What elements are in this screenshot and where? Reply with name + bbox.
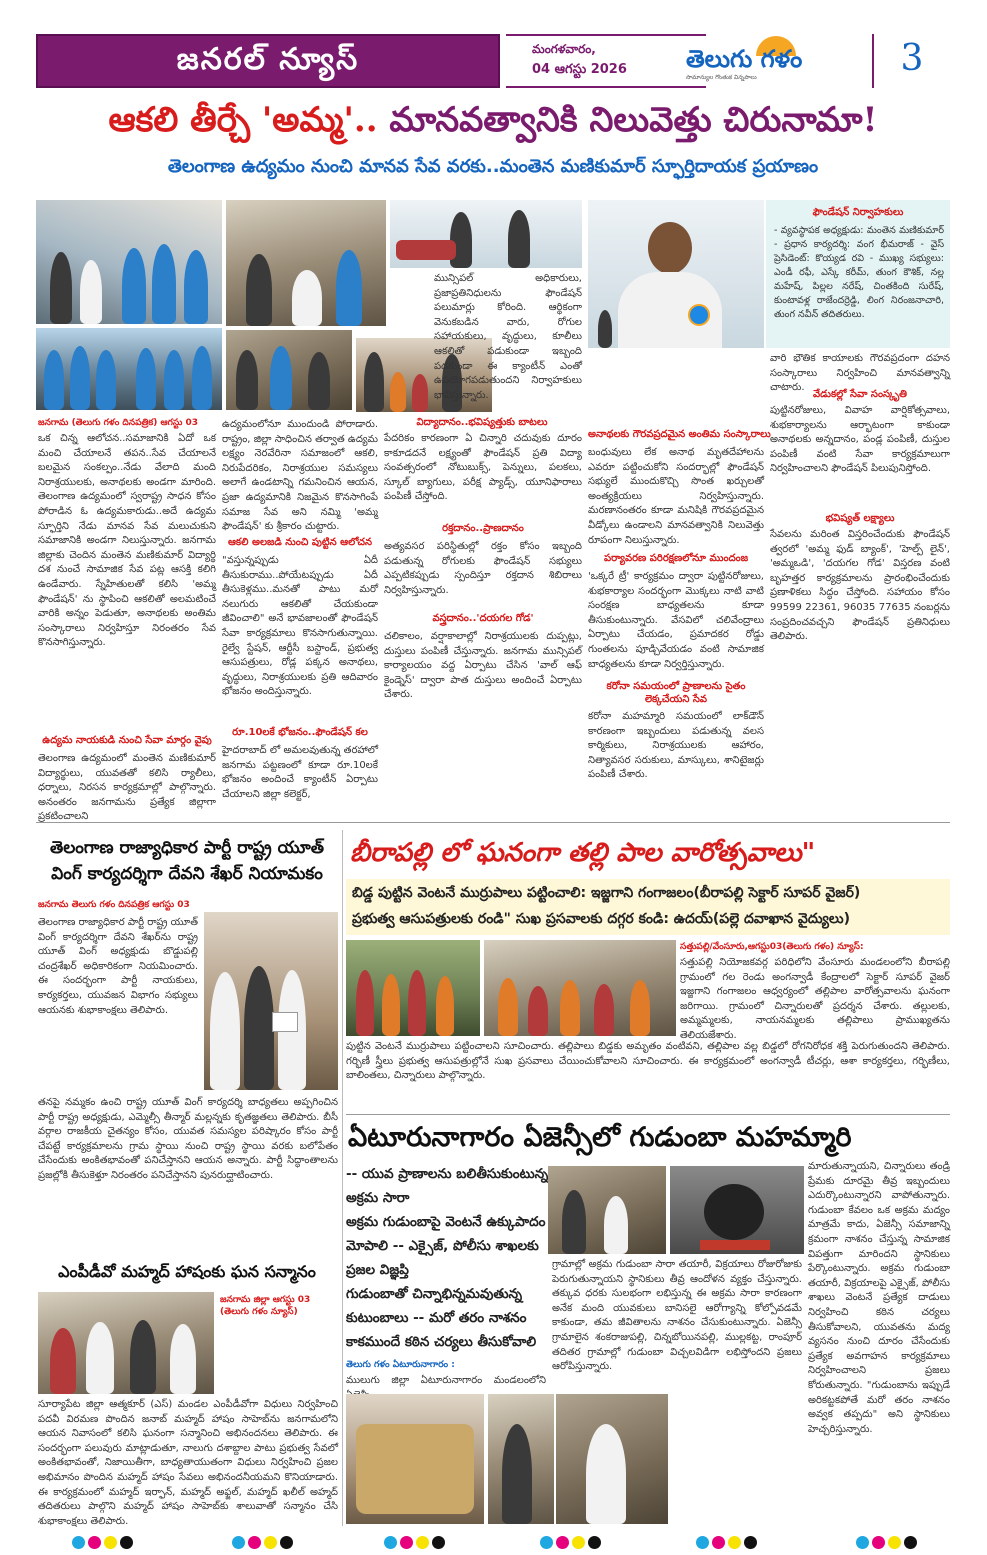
badge-icon	[688, 304, 710, 326]
story5-body-a: గ్రామాల్లో అక్రమ గుడుంబా సారా తయారీ, విక్రయాలు రోజురోజుకు పెరుగుతున్నాయని స్థానికులు తీవ్ర ఆందోళన వ్యక్తం చేస్తున్నారు. తక్కువ ధరకు సులభంగా లభిస్తున్న ఈ అక్రమ సారా కారణంగా అనేక మంది యువకులు బానిసలై ఆరోగ్యాన్ని కోల్పోవడమే కాకుండా, తమ జీవితాలను నాశనం చేసుకుంటున్నారు. ఏజెన్సీ గ్రామాలైన శంకరాజుపల్లి, చిన్నబోయినపల్లి, ముల్లకట్ట, రాంపూర్ తదితర గ్రామాల్లో గుడుంబా విచ్చలవిడిగా లభిస్తోందని ప్రజలు ఆరోపిస్తున్నారు.	[552, 1259, 802, 1373]
section-divider	[346, 1114, 950, 1115]
story5-kicker-6: గుడుంబాతో చిన్నాభిన్నమవుతున్న	[346, 1286, 523, 1302]
lead-column-3b: పేదరికం కారణంగా ఏ చిన్నారి చదువుకు దూరం కాకూడదనే లక్ష్యంతో ఫౌండేషన్ ప్రతి విద్యా సంవత్సరంలో నోటుబుక్స్, పెన్నులు, పలకలు, స్కూల్ బ్యాగులు, పరీక్ష ప్యాడ్స్, యూనిఫారాలు పంపిణీ చేస్తోంది.	[384, 433, 582, 503]
photo-arrack-drinking	[548, 1166, 666, 1254]
story5-kicker-3: అక్రమ గుడుంబాపై వెంటనే ఉక్కుపాదం	[346, 1214, 546, 1230]
fire-icon	[700, 1240, 770, 1250]
person-figure	[44, 350, 64, 410]
person-figure	[80, 260, 102, 324]
sidebar-body: - వ్యవస్థాపక అధ్యక్షుడు: మంతెన మణికుమార్ - ప్రధాన కార్యదర్శి: వంగ భీమరాజ్ - వైస్ ప్రెసిడెంట్: కొయ్యడ రవి - ముఖ్య సభ్యులు: ఎండీ రఫీ, ఎస్కే కరీమ్, తుంగ కౌశిక్, నల్ల మహేష్, పిల్లల నరేష్, చింతకింది సురేష్, కుంటావళ్ల రాజేందర్రెడ్డి, లింగ నిరంజనాచారి, తుంగ నవీన్ తదితరులు.	[774, 225, 944, 320]
lead-column-3d: చలికాలం, వర్షాకాలాల్లో నిరాశ్రయులకు దుప్పట్లు, దుస్తులు పంపిణీ చేస్తున్నారు. జనగామ మున్సిపల్ కార్యాలయం వద్ద ఏర్పాటు చేసిన 'వాల్ ఆఫ్ కైండ్నెస్' ద్వారా పాత దుస్తులు అందించే ఏర్పాటు చేశారు.	[384, 631, 582, 701]
lead-subhead-10: వేడుకల్లో సేవా సంస్కృతి	[812, 389, 907, 400]
registration-marks	[696, 1536, 766, 1550]
lead-column-4: బంధువులు లేక అనాథ మృతదేహాలను ఎవరూ పట్టించుకోని సందర్భాల్లో ఫౌండేషన్ సభ్యులే ముందుకొచ్చి సొంత ఖర్చులతో అంత్యక్రియలు నిర్వహిస్తున్నారు. మరణానంతరం కూడా మనిషికి గౌరవప్రదమైన వీడ్కోలు ఉండాలని మానవత్వానికి నిలువెత్తు రూపంగా నిలుస్తున్నారు.	[588, 447, 764, 546]
newspaper-logo	[686, 36, 858, 86]
lead-column-1: ఒక చిన్న ఆలోచన..సమాజానికి ఏదో ఒక మంచి చేయాలనే తపన..సేవ చేయాలనే బలమైన సంకల్పం..నేడు వేలాది మంది నిరాశ్రయులకు, అనాథలకు అండగా మారింది. తెలంగాణ ఉద్యమంలో స్వరాష్ట్ర సాధన కోసం పోరాడిన ఓ ఉద్యమకారుడు..అదే ఉద్యమ స్ఫూర్తిని నేడు మానవ సేవ మలుచుకుని సమాజానికి అండగా నిలుస్తున్నారు. జనగామ జిల్లాకు చెందిన మంతెన మణికుమార్ విద్యార్థి దశ నుంచే సామాజిక సేవ పట్ల ఆసక్తి కలిగి ఉండేవారు. స్నేహితులతో కలిసి 'అమ్మ ఫౌండేషన్' ను స్థాపించి ఆకలితో అలమటించే వారికి అన్నం పెడుతూ, అనాథలకు అంతిమ సంస్కారాలు నిర్వహిస్తూ నిరంతరం సేవ కొనసాగిస్తున్నారు.	[38, 433, 216, 649]
story5-dateline: తెలుగు గళం ఏటూరునాగారం :	[346, 1360, 455, 1370]
person-figure	[436, 976, 454, 1036]
organizers-sidebar	[766, 200, 950, 348]
story3-body: సూర్యాపేట జిల్లా ఆత్మకూర్ (ఎస్) మండల ఎంపీడీవోగా విధులు నిర్వహించి పదవీ విరమణ పొందిన జనాబ్ మహ్మద్ హాషం సాహెబ్‌ను జనగామలోని ఆయన నివాసంలో కలిసి ఘనంగా సన్మానించి అభినందనలు తెలిపారు. ఈ సందర్భంగా పలువురు మాట్లాడుతూ, నాలుగు దశాబ్దాల పాటు ప్రభుత్వ సేవలో అంకితభావంతో, నిజాయితీగా, బాధ్యతాయుతంగా విధులు నిర్వహించి ప్రజల అభిమానం పొందిన మహ్మద్ హాషం సేవలు అభినందనీయమని కొనియాడారు. ఈ కార్యక్రమంలో మహ్మద్ ఇర్ఫాన్, మహ్మద్ అఫ్జల్, మహ్మద్ ఖలీల్ అహ్మద్ తదితరులు పాల్గొని మహ్మద్ హాషం సాహెబ్‌కు శాలువాతో సన్మానం చేసి శుభాకాంక్షలు తెలిపారు.	[38, 1399, 338, 1527]
issue-day: మంగళవారం,	[532, 42, 596, 56]
person-figure	[528, 986, 548, 1036]
patient-bed	[396, 240, 456, 260]
speaker-head	[648, 222, 692, 274]
photo-liquor-packets	[346, 1394, 484, 1524]
registration-marks	[232, 1536, 302, 1550]
logo-tagline: సామాన్యుల గొంతుక విన్నపాలు	[686, 74, 757, 81]
lead-subhead-8: పర్యావరణ పరిరక్షణలోనూ ముందంజ	[603, 553, 749, 564]
story2-headline-line2: వింగ్ కార్యదర్శిగా దేవని శేఖర్ నియామకం	[51, 864, 323, 884]
person-figure	[164, 350, 184, 410]
photo-distillation-pot	[670, 1166, 804, 1254]
person-figure	[170, 1324, 196, 1394]
person-figure	[498, 978, 518, 1036]
story4-body-a: సత్తుపల్లి నియోజకవర్గ పరిధిలోని వేంసూరు మండలంలోని బీరాపల్లి గ్రామంలో గల రెండు అంగన్వాడీ కేంద్రాలలో సెక్టార్ సూపర్ వైజర్ ఇజ్జగాని గంగాజలం ఆధ్వర్యంలో తల్లిపాల వారోత్సవాలను ఘనంగా జరిగాయి. గ్రామంలో చిన్నారులతో ప్రదర్శన చేశారు. తల్లులకు, అమ్మమ్మలకు, నాయనమ్మలకు తల్లిపాలు ప్రాముఖ్యతను తెలియజేశారు.	[680, 957, 950, 1041]
lead-subhead-5: రక్తదానం..ప్రాణదానం	[442, 523, 524, 534]
lead-column-3c: అత్యవసర పరిస్థితుల్లో రక్తం కోసం ఇబ్బంది పడుతున్న రోగులకు ఫౌండేషన్ సభ్యులు ఎప్పటికప్పుడు స్పందిస్తూ రక్తదాన శిబిరాలు నిర్వహిస్తున్నారు.	[384, 541, 582, 596]
lead-subhead-3: రూ.10లకే భోజనం..ఫౌండేషన్ కల	[232, 727, 368, 738]
story5-kicker-1: -- యువ ప్రాణాలను బలితీసుకుంటున్న	[346, 1166, 549, 1182]
person-figure	[408, 970, 426, 1036]
sidebar-title: ఫౌండేషన్ నిర్వాహకులు	[812, 207, 904, 218]
lead-column-3-top: మున్సిపల్ అధికారులు, ప్రజాప్రతినిధులను ఫౌండేషన్ పలుమార్లు కోరింది. ఆర్థికంగా వెనుకబడిన వారు, రోగుల సహాయకులు, వృద్ధులు, కూలీలు ఆకలితో పడుకుండా ఇబ్బంది పడకుండా ఈ క్యాంటీన్ ఎంతో ఉపయోగపడుతుందని నిర్వాహకులు భావిస్తున్నారు.	[434, 273, 582, 401]
microphone-icon	[598, 310, 612, 348]
lead-column-2: ఉద్యమంలోనూ ముందుండి పోరాడారు. రాష్ట్రం, జిల్లా సాధించిన తర్వాత ఉద్యమ లక్ష్యం నెరవేరినా సమాజంలో ఆకలి, నిరుపేదరికం, నిరాశ్రయుల సమస్యలు అలాగే ఉండటాన్ని గమనించిన ఆయన, ప్రజా ఉద్యమానికి నిజమైన కొనసాగింపే సమాజ సేవ అని నమ్మి 'అమ్మ ఫౌండేషన్' కు శ్రీకారం చుట్టారు.	[222, 419, 378, 533]
section-title: జనరల్ న్యూస్	[176, 42, 360, 77]
story5-kicker-8: కాకముందే కఠిన చర్యలు తీసుకోవాలి	[346, 1334, 537, 1350]
story5-body-b: మారుతున్నాయని, చిన్నారులు తండ్రి ప్రేమకు దూరమై తీవ్ర ఇబ్బందులు ఎదుర్కొంటున్నారని వాపోతున్నారు. గుడుంబా కేవలం ఒక అక్రమ మద్యం మాత్రమే కాదు, ఏజెన్సీ సమాజాన్ని క్రమంగా నాశనం చేస్తున్న సామాజిక విపత్తుగా మారిందని స్థానికులు పేర్కొంటున్నారు. అక్రమ గుడుంబా తయారీ, విక్రయాలపై ఎక్సైజ్, పోలీసు శాఖలు వెంటనే ప్రత్యేక దాడులు నిర్వహించి కఠిన చర్యలు తీసుకోవాలని, యువతను మద్య వ్యసనం నుంచి దూరం చేసేందుకు ప్రత్యేక అవగాహన కార్యక్రమాలు నిర్వహించాలని ప్రజలు కోరుతున్నారు. "గుడుంబాను ఇప్పుడే అరికట్టకపోతే మరో తరం నాశనం అవ్వక తప్పదు" అని స్థానికులు హెచ్చరిస్తున్నారు.	[808, 1161, 950, 1435]
story4-kicker-box	[346, 879, 950, 935]
person-figure	[356, 970, 374, 1036]
person-figure	[50, 1328, 76, 1394]
lead-subhead-9: కరోనా సమయంలో ప్రాణాలను సైతం లెక్కచేయని సేవ	[606, 681, 746, 705]
person-figure	[86, 1322, 114, 1394]
page-number-box	[872, 34, 950, 88]
lead-column-2b: "వస్తున్నప్పుడు ఏదీ తీసుకురాము..పోయేటప్పుడు ఏదీ తీసుకెళ్లము..మనతో పాటు మరో నలుగురు ఆకలితో చేయకుండా జీవించాలి" అనే భావజాలంతో ఫౌండేషన్ సేవా కార్యక్రమాలు కొనసాగుతున్నాయి. రైల్వే స్టేషన్, ఆర్టీసీ బస్టాండ్, ప్రభుత్వ ఆసుపత్రులు, రోడ్ల పక్కన అనాథలు, వృద్ధులు, నిరాశ్రయులకు ప్రతి ఆదివారం భోజనం అందిస్తున్నారు.	[222, 555, 378, 698]
lead-column-5: వారి భౌతిక కాయాలకు గౌరవప్రదంగా దహన సంస్కారాలు నిర్వహించి మానవత్వాన్ని చాటారు.	[770, 353, 950, 394]
photo-blood-donation	[390, 200, 582, 268]
photo-street-service	[226, 330, 352, 410]
story2-body-a: తెలంగాణ రాజ్యాధికార పార్టీ రాష్ట్ర యూత్ వింగ్ కార్యదర్శిగా దేవని శేఖర్‌ను రాష్ట్ర యూత్ వింగ్ అధ్యక్షుడు బొడ్డుపల్లి చంద్రశేఖర్ అధికారికంగా నియమించారు. ఈ సందర్భంగా పార్టీ నాయకులు, కార్యకర్తలు, యువజన విభాగం సభ్యులు ఆయనకు శుభాకాంక్షలు తెలిపారు.	[38, 917, 198, 1016]
photo-mani-kumar-speaking	[588, 200, 764, 348]
photo-appointment-ceremony	[204, 912, 338, 1090]
person-figure	[364, 352, 384, 412]
person-figure	[152, 244, 176, 324]
person-figure	[562, 1190, 586, 1254]
child-figure	[390, 372, 406, 412]
person-figure	[336, 250, 362, 326]
story4-headline: బీరాపల్లి లో ఘనంగా తల్లి పాల వారోత్సవాలు"	[350, 838, 816, 868]
story2-headline-line1: తెలంగాణ రాజ్యాధికార పార్టీ రాష్ట్ర యూత్	[49, 838, 325, 858]
page-number: 3	[900, 38, 924, 79]
lead-headline-part1: ఆకలి తీర్చే 'అమ్మ'..	[108, 100, 378, 140]
person-figure	[560, 980, 580, 1036]
person-figure	[292, 270, 322, 326]
registration-marks	[540, 1536, 610, 1550]
lead-subheadline: తెలంగాణ ఉద్యమం నుంచి మానవ సేవ వరకు..మంతెన మణికుమార్ స్ఫూర్తిదాయక ప్రయాణం	[167, 156, 819, 177]
person-figure	[122, 248, 146, 324]
story5-kicker-7: కుటుంబాలు -- మరో తరం నాశనం	[346, 1310, 527, 1326]
section-divider	[36, 822, 950, 823]
lead-column-1b: తెలంగాణ ఉద్యమంలో మంతెన మణికుమార్ విద్యార్థులు, యువతతో కలిసి ర్యాలీలు, ధర్నాలు, నిరసన కార్యక్రమాల్లో పాల్గొన్నారు. అనంతరం జనగామను ప్రత్యేక జిల్లాగా ప్రకటించాలని	[38, 753, 216, 823]
lead-column-4b: 'ఒక్కరే ట్రీ' కార్యక్రమం ద్వారా పుట్టినరోజులు, శుభకార్యాల సందర్భంగా మొక్కలు నాటి వాటి సంరక్షణ బాధ్యతలను కూడా తీసుకుంటున్నారు. వేసవిలో చలివేంద్రాలు ఏర్పాటు చేయడం, ప్రమాదకర రోడ్డు గుంతలను పూడ్చివేయడం వంటి సామాజిక బాధ్యతలను కూడా నిర్వర్తిస్తున్నారు.	[588, 571, 764, 670]
person-figure	[508, 210, 530, 268]
issue-date: 04 ఆగస్టు 2026	[532, 62, 627, 77]
lead-subhead-6: వస్త్రదానం..'దయగల గోడ'	[432, 613, 534, 624]
person-figure	[96, 350, 116, 410]
lead-column-5c: సేవలను మరింత విస్తరించేందుకు ఫౌండేషన్ త్వరలో 'అమ్మ ఫుడ్ బ్యాంక్', 'హెల్ప్ లైన్', 'అమ్మఒడి', 'దయగల గోడ' విస్తరణ వంటి బృహత్తర కార్యక్రమాలను ప్రారంభించేందుకు ప్రణాళికలు సిద్ధం చేస్తోంది. సహాయం కోసం 99599 22361, 96035 77635 నంబర్లను సంప్రదించవచ్చని ఫౌండేషన్ ప్రతినిధులు తెలిపారు.	[770, 529, 950, 643]
person-figure	[192, 346, 212, 410]
registration-marks	[72, 1536, 142, 1550]
lead-subhead-1: ఉద్యమ నాయకుడి నుంచి సేవా మార్గం వైపు	[42, 735, 212, 746]
story2-dateline: జనగామ తెలుగు గళం దినపత్రిక ఆగస్టు 03	[38, 900, 190, 910]
person-figure	[70, 346, 90, 410]
story5-kicker-5: ప్రజల విజ్ఞప్తి	[346, 1262, 409, 1278]
lead-headline-part2: మానవత్వానికి నిలువెత్తు చిరునామా!	[389, 100, 878, 140]
lead-subhead-2: ఆకలి అలజడి నుంచి పుట్టిన ఆలోచన	[227, 537, 373, 548]
story4-kicker-line2: ప్రభుత్వ ఆసుపత్రులకు రండి" సుఖ ప్రసవాలకు దగ్గర కండి: ఉదయ్(పల్లె దవాఖాన వైద్యులు)	[352, 911, 851, 927]
logo-wordmark: తెలుగు గళం	[686, 44, 803, 73]
photo-addict	[556, 1394, 668, 1524]
lead-subhead-4: విద్యాదానం..భవిష్యత్తుకు బాటలు	[416, 417, 548, 428]
certificate-icon	[272, 1012, 298, 1032]
section-title-bar	[36, 34, 500, 88]
photo-helping-elderly	[226, 200, 386, 326]
person-figure	[236, 350, 258, 410]
story5-kicker-4: మోపాలి -- ఎక్సైజ్, పోలీసు శాఖలకు	[346, 1238, 539, 1254]
story5-headline: ఏటూరునాగారం ఏజెన్సీలో గుడుంబా మహమ్మారి	[348, 1122, 852, 1153]
photo-breastfeeding-rally	[346, 940, 480, 1036]
photo-anganwadi-meeting	[484, 940, 676, 1036]
person-figure	[130, 1320, 156, 1394]
lead-subhead-7: అనాథలకు గౌరవప్రదమైన అంతిమ సంస్కారాలు	[588, 429, 771, 440]
story4-kicker-line1: బిడ్డ పుట్టిన వెంటనే ముర్రుపాలు పట్టించాలి: ఇజ్జగాని గంగాజలం(బీరాపల్లి సెక్టార్ సూపర్ వైజర్)	[352, 885, 861, 901]
story5-kicker-2: అక్రమ సారా	[346, 1190, 410, 1206]
person-figure	[594, 984, 614, 1036]
person-figure	[270, 346, 292, 410]
person-figure	[604, 1196, 628, 1254]
photo-volunteers-group	[36, 328, 222, 410]
lead-column-5b: పుట్టినరోజులు, వివాహ వార్షికోత్సవాలు, శుభకార్యాలను ఆర్భాటంగా కాకుండా అనాథలకు అన్నదానం, పండ్ల పంపిణీ, దుస్తుల పంపిణీ వంటి సేవా కార్యక్రమాలుగా నిర్వహించాలని ఫౌండేషన్ పిలుపునిస్తోంది.	[770, 405, 950, 475]
column-divider	[342, 830, 343, 1526]
lead-subhead-11: భవిష్యత్ లక్ష్యాలు	[825, 513, 895, 524]
photo-food-distribution	[36, 200, 222, 324]
story3-headline: ఎంపీడీవో మహ్మద్ హాషంకు ఘన సన్మానం	[58, 1262, 316, 1281]
photo-felicitation	[38, 1292, 214, 1394]
person-figure	[136, 348, 156, 410]
lead-column-4c: కరోనా మహమ్మారి సమయంలో లాక్‌డౌన్ కారణంగా ఇబ్బందులు పడుతున్న వలస కార్మికులు, నిరాశ్రయులకు ఆహారం, నిత్యావసర సరుకులు, మాస్కులు, శానిటైజర్లు పంపిణీ చేశారు.	[588, 711, 764, 781]
story4-body-b: పుట్టిన వెంటనే ముర్రుపాలు పట్టించాలని సూచించారు. తల్లిపాలు బిడ్డకు అమృతం వంటివని, తల్లిపాల వల్ల బిడ్డలో రోగనిరోధక శక్తి పెరుగుతుందని తెలిపారు. గర్భిణీ స్త్రీలు ప్రభుత్వ ఆసుపత్రుల్లోనే సుఖ ప్రసవాలు చేయించుకోవాలని సూచించారు. ఈ కార్యక్రమంలో అంగన్వాడీ టీచర్లు, ఆశా కార్యకర్తలు, గర్భిణీలు, బాలింతలు, చిన్నారులు పాల్గొన్నారు.	[346, 1041, 950, 1082]
story2-body-b: తనపై నమ్మకం ఉంచి రాష్ట్ర యూత్ వింగ్ కార్యదర్శి బాధ్యతలు అప్పగించిన పార్టీ రాష్ట్ర అధ్యక్షుడు, ఎమ్మెల్సీ తీన్మార్ మల్లన్నకు కృతజ్ఞతలు తెలిపారు. బీసీ వర్గాల రాజకీయ చైతన్యం కోసం, యువత సమస్యల పరిష్కారం కోసం పార్టీ చేపట్టే కార్యక్రమాలను గ్రామ స్థాయి నుంచి రాష్ట్ర స్థాయి వరకు బలోపేతం చేసేందుకు అంకితభావంతో పనిచేస్తానని ఆయన అన్నారు. పార్టీ సిద్ధాంతాలను ప్రజల్లోకి తీసుకెళ్తూ నిరంతరం పనిచేస్తానని పునరుద్ఘాటించారు.	[38, 1097, 338, 1181]
person-figure	[210, 972, 240, 1090]
person-figure	[50, 252, 72, 324]
child-figure	[412, 374, 428, 412]
masthead	[36, 34, 950, 88]
lead-headline	[36, 100, 950, 148]
registration-marks	[856, 1536, 926, 1550]
story5-lead-line: ములుగు జిల్లా ఏటూరునాగారం మండలంలోని	[346, 1375, 546, 1386]
person-figure	[586, 1424, 626, 1524]
pot-icon	[704, 1184, 764, 1240]
photo-seized-liquor	[488, 1394, 554, 1524]
person-figure	[502, 1424, 532, 1524]
lead-dateline: జనగామ (తెలుగు గళం దినపత్రిక) ఆగస్టు 03	[38, 418, 198, 428]
date-box	[506, 34, 706, 88]
story5-body-a-continued	[672, 1396, 802, 1524]
lead-column-2c: హైదరాబాద్ లో అమలవుతున్న తరహాలో జనగామ పట్టణంలో కూడా రూ.10లకే భోజనం అందించే క్యాంటీన్ ఏర్పాటు చేయాలని జిల్లా కలెక్టర్,	[222, 745, 378, 800]
person-figure	[308, 352, 330, 410]
person-figure	[382, 974, 400, 1036]
packets-icon	[356, 1424, 474, 1514]
person-figure	[246, 254, 272, 326]
person-figure	[244, 966, 274, 1090]
story4-dateline: సత్తుపల్లి/వేంసూరు,ఆగస్టు03(తెలుగు గళం) న్యూస్:	[680, 942, 864, 952]
story3-dateline: జనగామ జిల్లా ఆగస్టు 03 (తెలుగు గళం న్యూస్)	[220, 1295, 311, 1317]
registration-marks	[384, 1536, 454, 1550]
person-figure	[630, 980, 650, 1036]
person-figure	[184, 250, 208, 324]
